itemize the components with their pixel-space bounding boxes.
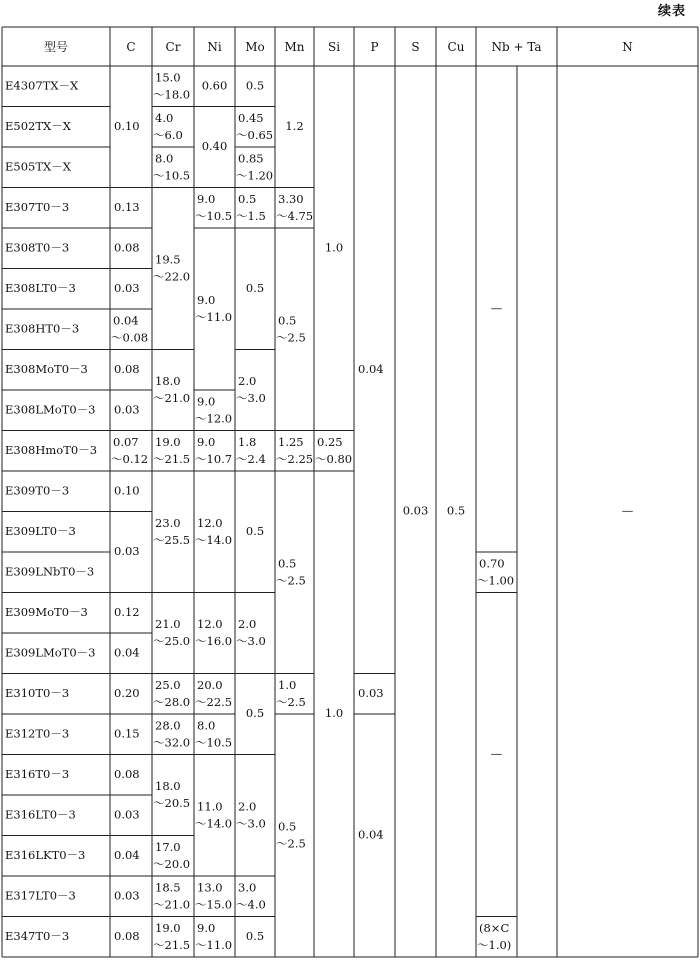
cell-value: ～4.75 (276, 208, 314, 223)
cell-value: 0.5 (278, 313, 297, 328)
cell-value: ～10.5 (153, 168, 191, 183)
column-header: Nb + Ta (491, 40, 542, 54)
cell-value: 4.0 (155, 110, 174, 125)
cell-value: ～10.5 (195, 208, 233, 223)
cell-value: 0.40 (201, 139, 228, 153)
model-label: E308LMoT0－3 (5, 402, 96, 417)
cell-value: ～10.5 (195, 735, 233, 750)
cell-value: 0.5 (278, 556, 297, 571)
cell-value: ～10.7 (195, 451, 233, 466)
cell-value: 0.03 (114, 544, 140, 558)
cell-value: 9.0 (197, 191, 216, 206)
model-label: E502TX－X (5, 118, 71, 133)
cell-value: ～20.5 (153, 796, 191, 810)
model-label: E309LT0－3 (5, 523, 76, 538)
cell-value: ～20.0 (153, 856, 191, 871)
cell-value: 0.08 (114, 240, 140, 255)
column-header: Mo (245, 40, 265, 54)
cell-value: 0.04 (358, 827, 384, 842)
cell-value: 2.0 (238, 617, 257, 631)
cell-value: 0.5 (278, 819, 297, 834)
cell-value: 18.5 (155, 880, 181, 895)
model-label: E310T0－3 (5, 685, 70, 700)
cell-value: ～25.5 (153, 532, 191, 547)
model-label: E308MoT0－3 (5, 361, 88, 376)
cell-value: 0.04 (114, 847, 140, 862)
cell-value: 0.20 (114, 685, 140, 700)
cell-value: 9.0 (197, 434, 216, 449)
cell-value: ～2.25 (276, 451, 314, 466)
model-label: E308HT0－3 (5, 321, 80, 336)
cell-value: 0.10 (114, 483, 140, 498)
column-header: Ni (207, 40, 222, 54)
cell-value: 19.0 (155, 434, 181, 449)
cell-value: ～3.0 (236, 816, 266, 831)
cell-value: 12.0 (197, 515, 223, 530)
cell-value: ～3.0 (236, 634, 266, 648)
cell-value: 0.60 (201, 78, 228, 93)
cell-value: 15.0 (155, 70, 181, 85)
cell-value: ～2.5 (276, 836, 306, 851)
cell-value: 17.0 (155, 839, 181, 854)
cell-value: ～28.0 (153, 694, 191, 709)
cell-value: ～12.0 (195, 411, 233, 426)
cell-value: 0.07 (113, 434, 139, 449)
column-header: 型号 (43, 40, 69, 54)
cell-value: 0.10 (114, 118, 140, 133)
cell-value: 1.25 (278, 434, 304, 449)
cell-value: ～21.0 (153, 391, 191, 405)
cell-value: 0.5 (245, 706, 265, 720)
model-label: E316LKT0－3 (5, 847, 86, 862)
cell-value: 0.5 (446, 503, 466, 518)
cell-value: 2.0 (238, 374, 257, 388)
cell-value: 0.03 (114, 402, 140, 417)
model-label: E4307TX－X (5, 78, 79, 93)
model-label: E308T0－3 (5, 240, 70, 255)
model-label: E347T0－3 (5, 928, 70, 943)
column-header: Cu (447, 40, 465, 54)
cell-value: 0.08 (114, 766, 140, 781)
cell-value: ～32.0 (153, 735, 191, 750)
cell-value: (8×C (479, 920, 510, 935)
cell-value: — (621, 503, 634, 518)
cell-value: 8.0 (155, 151, 174, 166)
cell-value: ～4.0 (236, 897, 266, 912)
cell-value: 0.25 (317, 434, 343, 449)
cell-value: 0.03 (114, 888, 140, 903)
cell-value: 0.04 (113, 313, 139, 328)
model-label: E309LNbT0－3 (5, 564, 95, 579)
cell-value: 1.0 (324, 706, 344, 720)
cell-value: 18.0 (155, 374, 181, 388)
cell-value: 0.03 (114, 807, 140, 822)
cell-value: 0.5 (245, 523, 265, 538)
cell-value: 9.0 (197, 394, 216, 409)
column-header: Cr (165, 40, 181, 54)
cell-value: 23.0 (155, 515, 181, 530)
cell-value: 3.30 (278, 191, 304, 206)
cell-value: ～21.0 (153, 897, 191, 912)
cell-value: — (490, 301, 503, 315)
cell-value: ～1.0) (477, 937, 512, 952)
model-label: E308HmoT0－3 (5, 442, 98, 457)
cell-value: ～2.4 (236, 451, 266, 466)
column-header: S (411, 40, 420, 54)
cell-value: ～1.00 (477, 573, 515, 588)
cell-value: 19.5 (155, 252, 181, 267)
cell-value: 11.0 (197, 799, 223, 814)
model-label: E317LT0－3 (5, 888, 76, 903)
cell-value: ～0.80 (315, 451, 353, 466)
model-label: E309T0－3 (5, 483, 70, 498)
cell-value: ～22.0 (153, 269, 191, 284)
model-label: E505TX－X (5, 159, 71, 174)
cell-value: 0.03 (114, 280, 140, 295)
cell-value: ～2.5 (276, 330, 306, 345)
cell-value: ～2.5 (276, 573, 306, 588)
cell-value: 0.04 (358, 361, 384, 376)
cell-value: 0.15 (114, 726, 140, 741)
model-label: E308LT0－3 (5, 280, 76, 295)
cell-value: ～21.5 (153, 451, 191, 466)
cell-value: ～0.65 (236, 127, 274, 142)
cell-value: 0.03 (402, 503, 429, 518)
cell-value: 1.0 (324, 240, 344, 255)
cell-value: 8.0 (197, 718, 216, 733)
cell-value: 1.2 (285, 118, 304, 133)
cell-value: 9.0 (197, 920, 216, 935)
cell-value: — (490, 746, 503, 761)
cell-value: 28.0 (155, 718, 181, 733)
cell-value: ～22.5 (195, 694, 233, 709)
cell-value: 0.08 (114, 361, 140, 376)
cell-value: ～15.0 (195, 897, 233, 912)
cell-value: 12.0 (197, 617, 223, 631)
cell-value: ～0.12 (111, 451, 149, 466)
cell-value: 0.03 (358, 685, 384, 700)
cell-value: 0.70 (479, 556, 505, 571)
cell-value: ～14.0 (195, 532, 233, 547)
cell-value: ～1.5 (236, 208, 266, 223)
cell-value: 0.08 (114, 928, 140, 943)
cell-value: 0.5 (245, 928, 265, 943)
cell-value: ～14.0 (195, 816, 233, 831)
cell-value: 25.0 (155, 677, 181, 692)
model-label: E309MoT0－3 (5, 604, 88, 619)
model-label: E316T0－3 (5, 766, 70, 781)
cell-value: 1.8 (238, 434, 257, 449)
cell-value: ～11.0 (195, 310, 233, 324)
model-label: E307T0－3 (5, 199, 70, 214)
cell-value: 0.85 (238, 151, 264, 166)
column-header: Mn (284, 40, 305, 54)
cell-value: ～11.0 (195, 937, 233, 952)
model-label: E316LT0－3 (5, 807, 76, 822)
cell-value: 13.0 (197, 880, 223, 895)
cell-value: ～6.0 (153, 127, 183, 142)
cell-value: ～18.0 (153, 87, 191, 102)
cell-value: 0.04 (114, 645, 140, 660)
cell-value: 9.0 (197, 293, 216, 307)
cell-value: ～3.0 (236, 391, 266, 405)
cell-value: 3.0 (238, 880, 257, 895)
cell-value: 18.0 (155, 779, 181, 793)
cell-value: ～1.20 (236, 168, 274, 183)
cell-value: ～16.0 (195, 634, 233, 648)
cell-value: 0.45 (238, 110, 264, 125)
cell-value: ～21.5 (153, 937, 191, 952)
cell-value: ～2.5 (276, 694, 306, 709)
model-label: E312T0－3 (5, 726, 70, 741)
cell-value: 21.0 (155, 617, 181, 631)
cell-value: 0.5 (245, 280, 265, 295)
cell-value: 19.0 (155, 920, 181, 935)
column-header: Si (327, 40, 341, 54)
column-header: C (126, 40, 136, 54)
cell-value: 0.5 (238, 191, 257, 206)
cell-value: 0.13 (114, 199, 140, 214)
column-header: P (370, 40, 379, 54)
cell-value: ～25.0 (153, 634, 191, 648)
cell-value: ～0.08 (111, 330, 149, 345)
continued-label: 续表 (657, 4, 686, 19)
model-label: E309LMoT0－3 (5, 645, 96, 660)
column-header: N (622, 40, 633, 54)
cell-value: 2.0 (238, 799, 257, 814)
cell-value: 20.0 (197, 677, 223, 692)
cell-value: 0.12 (114, 604, 140, 619)
cell-value: 0.5 (245, 78, 265, 93)
cell-value: 1.0 (278, 677, 297, 692)
